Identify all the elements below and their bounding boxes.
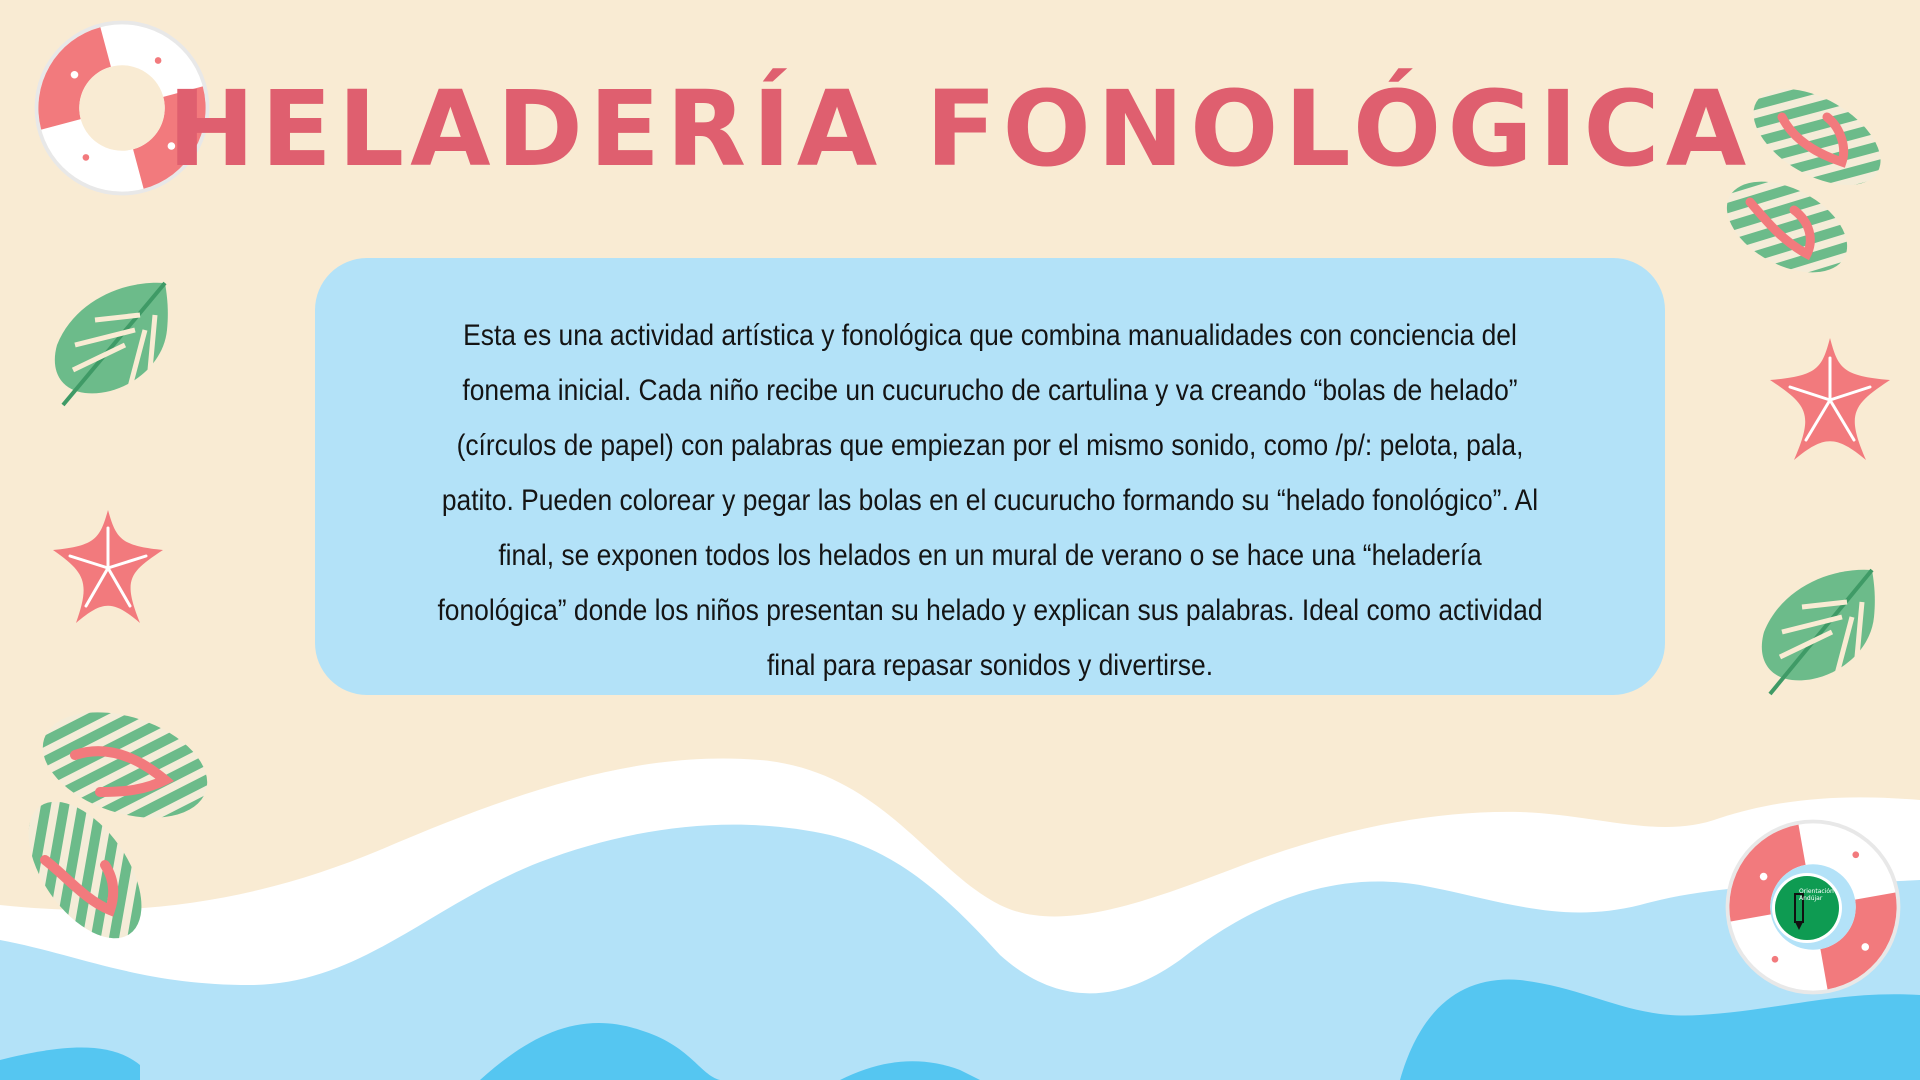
logo-text: Orientación Andújar <box>1799 888 1834 902</box>
description-box <box>315 258 1665 695</box>
monstera-leaf-icon <box>45 275 185 415</box>
starfish-icon <box>1760 330 1900 470</box>
flip-flops-icon <box>15 710 215 950</box>
monstera-leaf-icon <box>1752 562 1892 702</box>
starfish-icon <box>38 498 178 638</box>
logo <box>1775 876 1839 940</box>
description-text: Esta es una actividad artística y fonológica que combina manualidades con conciencia del fonema inicial. Cada niño recibe un cucurucho de cartulina y va creando “bolas de helado” (círculos de papel) con palabras que empiezan por el mismo sonido, como /p/: pelota, pala, patito. Pueden colorear y pegar las bolas en el cucurucho formando su “helado fonológico”. Al final, se exponen todos los helados en un mural de verano o se hace una “heladería fonológica” donde los niños presentan su helado y explican sus palabras. Ideal como actividad final para repasar sonidos y divertirse. <box>437 319 1543 682</box>
pencil-logo-icon <box>1775 876 1839 940</box>
page-title: HELADERÍA FONOLÓGICA <box>167 68 1753 190</box>
